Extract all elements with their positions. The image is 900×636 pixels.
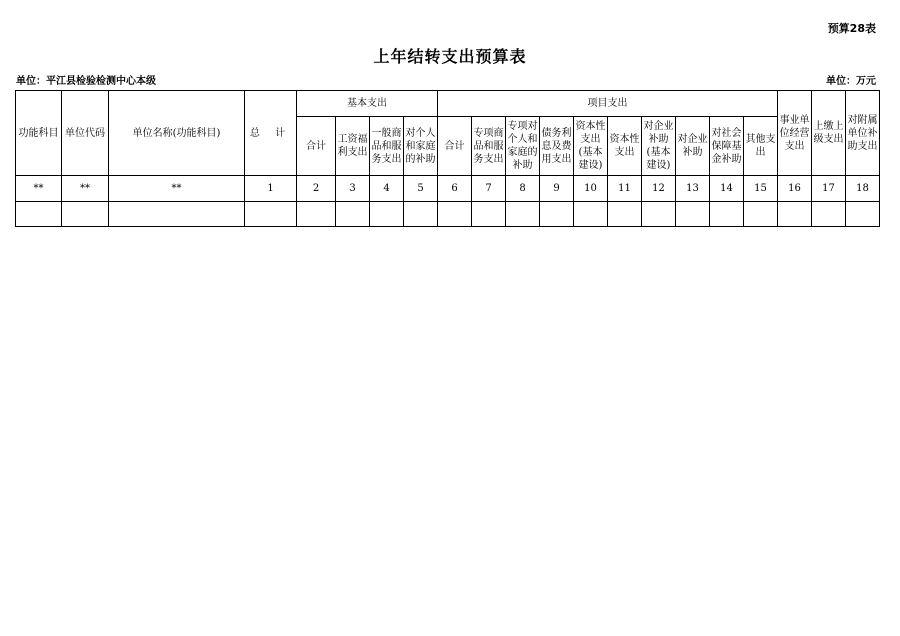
empty-cell <box>710 202 744 227</box>
header-group-project: 项目支出 <box>438 91 778 117</box>
empty-cell <box>812 202 846 227</box>
header-unit-code: 单位代码 <box>62 91 109 176</box>
empty-cell <box>574 202 608 227</box>
empty-cell <box>370 202 404 227</box>
column-number-cell: 17 <box>812 176 846 202</box>
unit-label-left: 单位：平江县检验检测中心本级 <box>16 76 156 87</box>
empty-cell <box>676 202 710 227</box>
column-number-cell: 18 <box>846 176 880 202</box>
empty-cell <box>109 202 245 227</box>
header-project-col: 对社会保障基金补助 <box>710 117 744 176</box>
column-number-row <box>16 176 880 202</box>
header-function-subject: 功能科目 <box>16 91 62 176</box>
column-number-cell: ** <box>16 176 62 202</box>
column-number-cell: 9 <box>540 176 574 202</box>
header-project-col: 合计 <box>438 117 472 176</box>
empty-cell <box>506 202 540 227</box>
table-number: 预算28表 <box>827 22 876 35</box>
header-unit-name: 单位名称(功能科目) <box>109 91 245 176</box>
column-number-cell: 6 <box>438 176 472 202</box>
column-number-cell: ** <box>109 176 245 202</box>
column-number-cell: 4 <box>370 176 404 202</box>
empty-cell <box>608 202 642 227</box>
column-number-cell: 5 <box>404 176 438 202</box>
header-project-col: 专项商品和服务支出 <box>472 117 506 176</box>
column-number-cell: ** <box>62 176 109 202</box>
header-project-col: 债务利息及费用支出 <box>540 117 574 176</box>
empty-cell <box>540 202 574 227</box>
column-number-cell: 1 <box>245 176 297 202</box>
header-basic-col: 合计 <box>297 117 336 176</box>
empty-cell <box>472 202 506 227</box>
header-project-col: 专项对个人和家庭的补助 <box>506 117 540 176</box>
header-total: 总 计 <box>245 91 297 176</box>
empty-cell <box>438 202 472 227</box>
header-project-col: 资本性支出 <box>608 117 642 176</box>
empty-cell <box>642 202 676 227</box>
header-group-basic: 基本支出 <box>297 91 438 117</box>
header-project-col: 资本性支出(基本建设) <box>574 117 608 176</box>
header-remit-superior: 上缴上级支出 <box>812 91 846 176</box>
column-number-cell: 7 <box>472 176 506 202</box>
header-subsidy-affiliated: 对附属单位补助支出 <box>846 91 880 176</box>
empty-cell <box>744 202 778 227</box>
empty-cell <box>336 202 370 227</box>
empty-cell <box>16 202 62 227</box>
header-basic-col: 对个人和家庭的补助 <box>404 117 438 176</box>
column-number-cell: 13 <box>676 176 710 202</box>
header-project-col: 对企业补助 <box>676 117 710 176</box>
budget-table <box>15 90 880 227</box>
column-number-cell: 8 <box>506 176 540 202</box>
column-number-cell: 10 <box>574 176 608 202</box>
empty-cell <box>62 202 109 227</box>
column-number-cell: 2 <box>297 176 336 202</box>
empty-cell <box>778 202 812 227</box>
empty-cell <box>846 202 880 227</box>
empty-cell <box>245 202 297 227</box>
unit-label-right: 单位：万元 <box>826 76 876 87</box>
empty-cell <box>404 202 438 227</box>
empty-cell <box>297 202 336 227</box>
column-number-cell: 14 <box>710 176 744 202</box>
column-number-cell: 3 <box>336 176 370 202</box>
column-number-cell: 15 <box>744 176 778 202</box>
header-business-operating: 事业单位经营支出 <box>778 91 812 176</box>
header-project-col: 其他支出 <box>744 117 778 176</box>
header-project-col: 对企业补助(基本建设) <box>642 117 676 176</box>
header-basic-col: 一般商品和服务支出 <box>370 117 404 176</box>
page-title: 上年结转支出预算表 <box>373 47 527 66</box>
table-row <box>16 202 880 227</box>
column-number-cell: 11 <box>608 176 642 202</box>
header-basic-col: 工资福利支出 <box>336 117 370 176</box>
column-number-cell: 16 <box>778 176 812 202</box>
column-number-cell: 12 <box>642 176 676 202</box>
